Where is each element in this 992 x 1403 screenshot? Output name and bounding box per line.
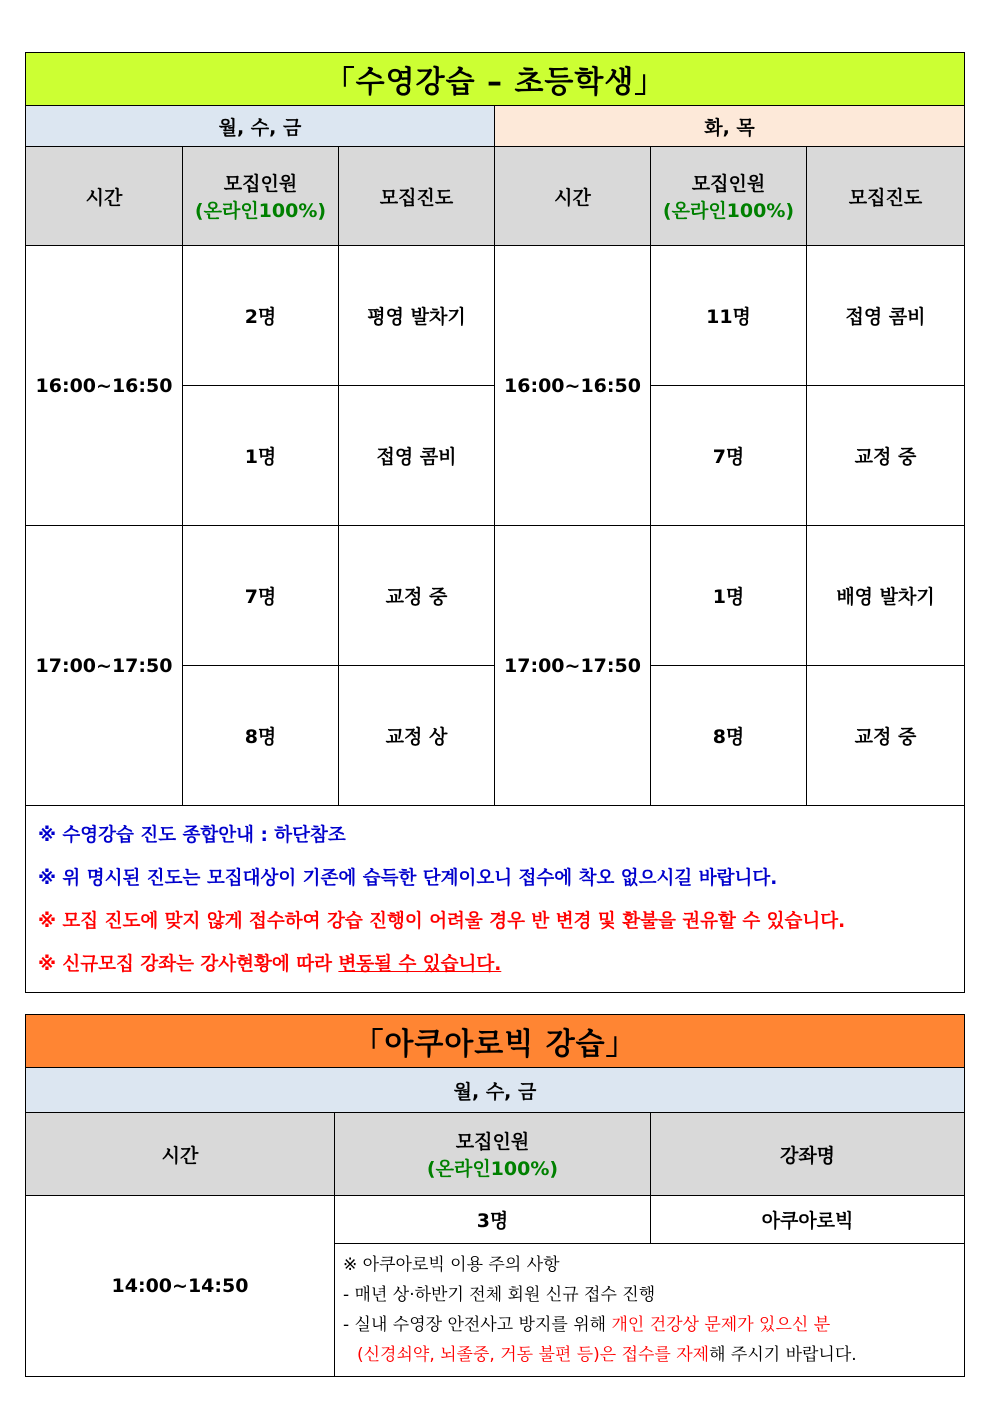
note-progress-meaning: ※ 위 명시된 진도는 모집대상이 기존에 습득한 단계이오니 접수에 착오 없으시길 바랍니다.: [38, 868, 778, 889]
day-header-mon-wed-fri: 월, 수, 금: [26, 106, 495, 147]
recruit-label: 모집인원: [223, 173, 298, 195]
day-header-tue-thu: 화, 목: [495, 106, 965, 147]
note-instructor-change-text: ※ 신규모집 강좌는 강사현황에 따라: [38, 954, 339, 975]
aqua-note-title: ※ 아쿠아로빅 이용 주의 사항: [343, 1255, 560, 1275]
col-header-recruit: [335, 1113, 651, 1196]
progress-cell: 평영 발차기: [339, 246, 495, 386]
aqua-note-registration: - 매년 상·하반기 전체 회원 신규 접수 진행: [343, 1285, 656, 1305]
note-instructor-change-underlined: 변동될 수 있습니다.: [338, 954, 502, 975]
recruit-label: 모집인원: [691, 173, 766, 195]
progress-cell: 배영 발차기: [807, 526, 965, 666]
time-cell: 16:00~16:50: [495, 246, 651, 526]
aqua-note-safety-text: - 실내 수영장 안전사고 방지를 위해: [343, 1315, 612, 1335]
recruit-count: 1명: [651, 526, 807, 666]
aquarobics-table: [25, 1014, 965, 1377]
recruit-count: 8명: [651, 666, 807, 806]
progress-cell: 접영 콤비: [807, 246, 965, 386]
col-header-course: 강좌명: [651, 1113, 965, 1196]
aqua-note-conditions-text: 해 주시기 바랍니다.: [709, 1345, 857, 1365]
aquarobics-notes: [335, 1244, 965, 1377]
note-instructor-change: [38, 943, 950, 986]
time-cell: 16:00~16:50: [26, 246, 183, 526]
online-label: (온라인100%): [194, 200, 327, 222]
swim-schedule-table: [25, 52, 965, 993]
online-label: (온라인100%): [662, 200, 795, 222]
progress-cell: 교정 중: [807, 386, 965, 526]
col-header-recruit: [183, 147, 339, 246]
time-cell: 17:00~17:50: [495, 526, 651, 806]
recruit-count: 1명: [183, 386, 339, 526]
aqua-note-safety: [343, 1310, 958, 1340]
course-name: 아쿠아로빅: [651, 1196, 965, 1244]
time-cell: 14:00~14:50: [26, 1196, 335, 1377]
recruit-count: 11명: [651, 246, 807, 386]
recruit-count: 7명: [651, 386, 807, 526]
note-progress-guide: ※ 수영강습 진도 종합안내 : 하단참조: [38, 825, 346, 846]
recruit-label: 모집인원: [455, 1131, 530, 1153]
swim-title: 「수영강습 – 초등학생」: [26, 53, 965, 106]
note-class-change: ※ 모집 진도에 맞지 않게 접수하여 강습 진행이 어려울 경우 반 변경 및 환불을 권유할 수 있습니다.: [38, 911, 846, 932]
progress-cell: 교정 상: [339, 666, 495, 806]
progress-cell: 접영 콤비: [339, 386, 495, 526]
recruit-count: 3명: [335, 1196, 651, 1244]
online-label: (온라인100%): [426, 1158, 559, 1180]
day-header-mon-wed-fri: 월, 수, 금: [26, 1068, 965, 1113]
aqua-note-conditions-red: (신경쇠약, 뇌졸중, 거동 불편 등)은 접수를 자제: [357, 1345, 710, 1365]
col-header-time: 시간: [495, 147, 651, 246]
aquarobics-title: 「아쿠아로빅 강습」: [26, 1015, 965, 1068]
recruit-count: 2명: [183, 246, 339, 386]
time-cell: 17:00~17:50: [26, 526, 183, 806]
col-header-time: 시간: [26, 147, 183, 246]
col-header-time: 시간: [26, 1113, 335, 1196]
recruit-count: 7명: [183, 526, 339, 666]
col-header-progress: 모집진도: [807, 147, 965, 246]
progress-cell: 교정 중: [807, 666, 965, 806]
recruit-count: 8명: [183, 666, 339, 806]
col-header-progress: 모집진도: [339, 147, 495, 246]
col-header-recruit: [651, 147, 807, 246]
aqua-note-safety-red: 개인 건강상 문제가 있으신 분: [611, 1315, 831, 1335]
aqua-note-conditions: [343, 1340, 958, 1370]
swim-notes: [26, 806, 965, 993]
progress-cell: 교정 중: [339, 526, 495, 666]
